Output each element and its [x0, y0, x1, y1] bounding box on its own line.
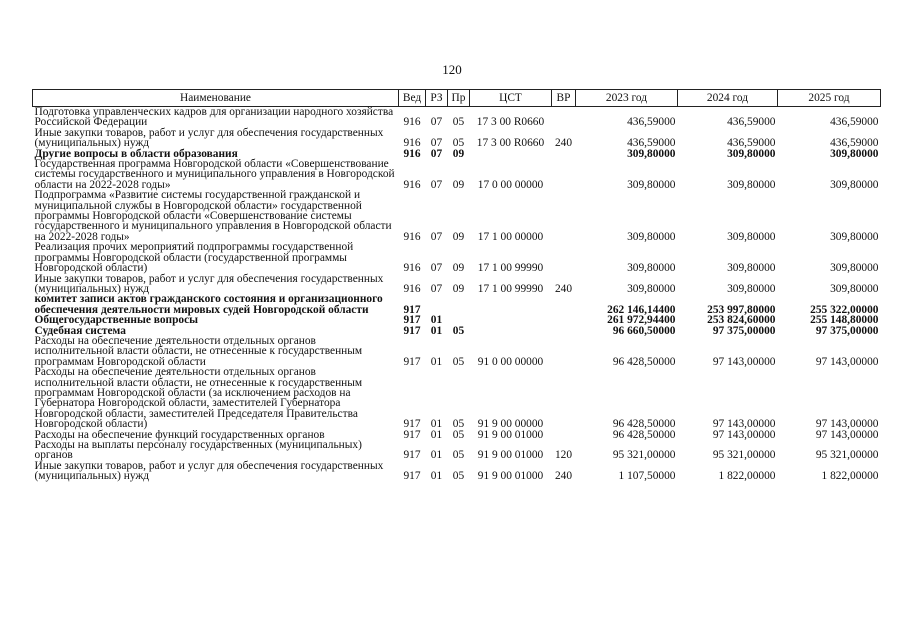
- cell-cst: [470, 294, 552, 315]
- cell-vr: [552, 159, 576, 190]
- table-row: [33, 242, 881, 273]
- table-row: [33, 107, 881, 128]
- cell-ved: 916: [403, 116, 421, 129]
- table-row: [33, 274, 881, 295]
- cell-ved: 916: [403, 262, 421, 275]
- cell-name: Реализация прочих мероприятий подпрограммы государственной программы Новгородской области (государственной программы Новгородской области): [34, 241, 354, 275]
- cell-2025: 255 148,80000: [810, 314, 879, 327]
- header-vr: ВР: [552, 90, 576, 107]
- cell-vr: [552, 149, 576, 159]
- cell-rz: 01: [430, 355, 443, 368]
- cell-2023: 1 107,50000: [618, 470, 676, 483]
- cell-2025: 1 822,00000: [821, 470, 879, 483]
- cell-ved: 917: [403, 449, 421, 462]
- cell-2025: 309,80000: [830, 282, 879, 295]
- cell-cst: [470, 315, 552, 325]
- cell-2024: 97 375,00000: [712, 324, 776, 337]
- cell-vr: [552, 107, 576, 128]
- cell-vr: [552, 326, 576, 336]
- cell-2024: 253 997,80000: [707, 303, 776, 316]
- cell-vr: 120: [554, 449, 573, 462]
- cell-cst: 91 9 00 00000: [477, 418, 544, 431]
- cell-cst: 17 0 00 00000: [477, 178, 544, 191]
- cell-2023: 96 428,50000: [612, 428, 676, 441]
- table-body: [33, 107, 881, 482]
- cell-2025: 436,59000: [830, 116, 879, 129]
- cell-2025: 309,80000: [830, 178, 879, 191]
- cell-vr: [552, 190, 576, 242]
- cell-name: Другие вопросы в области образования: [34, 147, 238, 160]
- cell-ved: 917: [403, 303, 421, 316]
- cell-name: Судебная система: [34, 324, 126, 337]
- header-cst: ЦСТ: [470, 90, 552, 107]
- cell-2024: 309,80000: [727, 282, 776, 295]
- cell-pr: 09: [452, 282, 465, 295]
- table-row: [33, 294, 881, 315]
- cell-2023: 96 428,50000: [612, 418, 676, 431]
- cell-name: Расходы на обеспечение деятельности отдельных органов исполнительной власти области, не отнесенные к государственным программам Новгородской области (за исключением расходов на Губернатора Новгородской области, заместителей Губернатора Новгородской области, заместителей Председателя Правительства Новгородской области): [34, 366, 363, 431]
- cell-2023: 309,80000: [627, 230, 676, 243]
- cell-rz: [426, 294, 448, 315]
- cell-rz: 01: [430, 428, 443, 441]
- cell-2024: 309,80000: [727, 147, 776, 160]
- cell-ved: 917: [403, 470, 421, 483]
- cell-2024: 1 822,00000: [718, 470, 776, 483]
- cell-2025: 309,80000: [830, 147, 879, 160]
- cell-rz: 01: [430, 418, 443, 431]
- cell-2024: 97 143,00000: [712, 418, 776, 431]
- cell-2025: 309,80000: [830, 262, 879, 275]
- cell-rz: 07: [430, 116, 443, 129]
- cell-2023: 261 972,94400: [607, 314, 676, 327]
- cell-ved: 917: [403, 324, 421, 337]
- cell-2023: 96 428,50000: [612, 355, 676, 368]
- header-2025: 2025 год: [778, 90, 881, 107]
- cell-pr: 05: [452, 137, 465, 150]
- cell-2024: 309,80000: [727, 262, 776, 275]
- cell-2023: 309,80000: [627, 178, 676, 191]
- cell-ved: 917: [403, 314, 421, 327]
- cell-rz: 07: [430, 282, 443, 295]
- cell-name: Расходы на выплаты персоналу государственных (муниципальных) органов: [34, 439, 362, 462]
- cell-2024: 95 321,00000: [712, 449, 776, 462]
- cell-ved: 916: [403, 230, 421, 243]
- table-row: [33, 367, 881, 429]
- cell-rz: 01: [430, 470, 443, 483]
- table-row: [33, 461, 881, 482]
- cell-2025: 97 143,00000: [815, 355, 879, 368]
- cell-cst: [470, 149, 552, 159]
- cell-vr: [552, 430, 576, 440]
- cell-cst: 91 9 00 01000: [477, 470, 544, 483]
- cell-2023: 436,59000: [627, 116, 676, 129]
- cell-pr: 05: [452, 324, 465, 337]
- cell-2024: 436,59000: [727, 116, 776, 129]
- cell-pr: 05: [452, 449, 465, 462]
- cell-ved: 917: [403, 355, 421, 368]
- cell-ved: 916: [403, 282, 421, 295]
- cell-pr: 09: [452, 230, 465, 243]
- cell-ved: 916: [403, 147, 421, 160]
- cell-vr: [552, 336, 576, 367]
- cell-2024: 436,59000: [727, 137, 776, 150]
- table-row: [33, 315, 881, 325]
- cell-cst: 17 3 00 R0660: [476, 137, 545, 150]
- cell-pr: 05: [452, 418, 465, 431]
- cell-name: Иные закупки товаров, работ и услуг для обеспечения государственных (муниципальных) нужд: [34, 126, 384, 150]
- table-row: [33, 128, 881, 149]
- header-name: Наименование: [33, 90, 399, 107]
- cell-name: Государственная программа Новгородской области «Совершенствование системы государственного и муниципального управления в Новгородской области на 2022-2028 годы»: [34, 158, 395, 191]
- table-row: [33, 440, 881, 461]
- header-2024: 2024 год: [678, 90, 778, 107]
- cell-2025: 255 322,00000: [810, 303, 879, 316]
- cell-cst: 91 9 00 01000: [477, 428, 544, 441]
- cell-rz: 01: [430, 449, 443, 462]
- cell-name: комитет записи актов гражданского состояния и организационного обеспечения деятельности мировых судей Новгородской области: [34, 293, 383, 316]
- cell-2023: 96 660,50000: [612, 324, 676, 337]
- cell-2024: 309,80000: [727, 230, 776, 243]
- table-row: [33, 336, 881, 367]
- cell-name: Расходы на обеспечение функций государственных органов: [34, 428, 325, 441]
- cell-pr: 09: [452, 178, 465, 191]
- cell-name: Расходы на обеспечение деятельности отдельных органов исполнительной власти области, не отнесенные к государственным программам Новгородской области: [34, 334, 363, 368]
- cell-pr: 09: [452, 147, 465, 160]
- cell-ved: 917: [403, 428, 421, 441]
- cell-2025: 97 375,00000: [815, 324, 879, 337]
- page-number: 120: [442, 62, 462, 77]
- table-row: [33, 190, 881, 242]
- cell-ved: 916: [403, 178, 421, 191]
- cell-vr: [552, 315, 576, 325]
- cell-cst: 17 1 00 99990: [477, 282, 544, 295]
- cell-2025: 97 143,00000: [815, 418, 879, 431]
- cell-2023: 95 321,00000: [612, 449, 676, 462]
- cell-vr: 240: [554, 470, 573, 483]
- cell-2025: 95 321,00000: [815, 449, 879, 462]
- cell-2025: 309,80000: [830, 230, 879, 243]
- cell-2025: 97 143,00000: [815, 428, 879, 441]
- cell-pr: [448, 294, 470, 315]
- cell-2024: 253 824,60000: [707, 314, 776, 327]
- cell-pr: 09: [452, 262, 465, 275]
- cell-pr: [448, 315, 470, 325]
- cell-ved: 917: [403, 418, 421, 431]
- cell-cst: 17 1 00 99990: [477, 262, 544, 275]
- cell-name: Подготовка управленческих кадров для организации народного хозяйства Российской Федерации: [34, 106, 394, 129]
- header-ved: Вед: [399, 90, 426, 107]
- cell-name: Иные закупки товаров, работ и услуг для обеспечения государственных (муниципальных) нужд: [34, 459, 384, 483]
- cell-rz: 01: [430, 314, 443, 327]
- header-pr: Пр: [448, 90, 470, 107]
- cell-vr: 240: [554, 137, 573, 150]
- cell-cst: 91 9 00 01000: [477, 449, 544, 462]
- cell-vr: [552, 294, 576, 315]
- cell-rz: 07: [430, 178, 443, 191]
- cell-cst: 91 0 00 00000: [477, 355, 544, 368]
- cell-pr: 05: [452, 116, 465, 129]
- cell-cst: 17 3 00 R0660: [476, 116, 545, 129]
- cell-2024: 97 143,00000: [712, 355, 776, 368]
- cell-2023: 262 146,14400: [607, 303, 676, 316]
- table-header-row: [33, 90, 881, 107]
- cell-rz: 07: [430, 230, 443, 243]
- table-row: [33, 159, 881, 190]
- cell-name: Общегосударственные вопросы: [34, 314, 199, 327]
- budget-table: [32, 89, 881, 482]
- cell-2024: 97 143,00000: [712, 428, 776, 441]
- cell-pr: 05: [452, 470, 465, 483]
- header-2023: 2023 год: [576, 90, 678, 107]
- cell-2023: 309,80000: [627, 262, 676, 275]
- cell-vr: [552, 367, 576, 429]
- cell-cst: 17 1 00 00000: [477, 230, 544, 243]
- cell-2023: 309,80000: [627, 282, 676, 295]
- cell-vr: [552, 242, 576, 273]
- cell-rz: 01: [430, 324, 443, 337]
- cell-2025: 436,59000: [830, 137, 879, 150]
- cell-vr: 240: [554, 282, 573, 295]
- cell-pr: 05: [452, 428, 465, 441]
- cell-rz: 07: [430, 137, 443, 150]
- cell-name: Иные закупки товаров, работ и услуг для обеспечения государственных (муниципальных) нужд: [34, 272, 384, 295]
- header-rz: РЗ: [426, 90, 448, 107]
- cell-ved: 916: [403, 137, 421, 150]
- cell-2024: 309,80000: [727, 178, 776, 191]
- cell-rz: 07: [430, 262, 443, 275]
- cell-2023: 436,59000: [627, 137, 676, 150]
- cell-pr: 05: [452, 355, 465, 368]
- cell-rz: 07: [430, 147, 443, 160]
- cell-name: Подпрограмма «Развитие системы государственной гражданской и муниципальной службы в Новгородской области» государственной программы Новгородской области «Совершенствование системы государственного и муниципального управления в Новгородской области на 2022-2028 годы»: [34, 189, 392, 243]
- cell-2023: 309,80000: [627, 147, 676, 160]
- cell-cst: [470, 326, 552, 336]
